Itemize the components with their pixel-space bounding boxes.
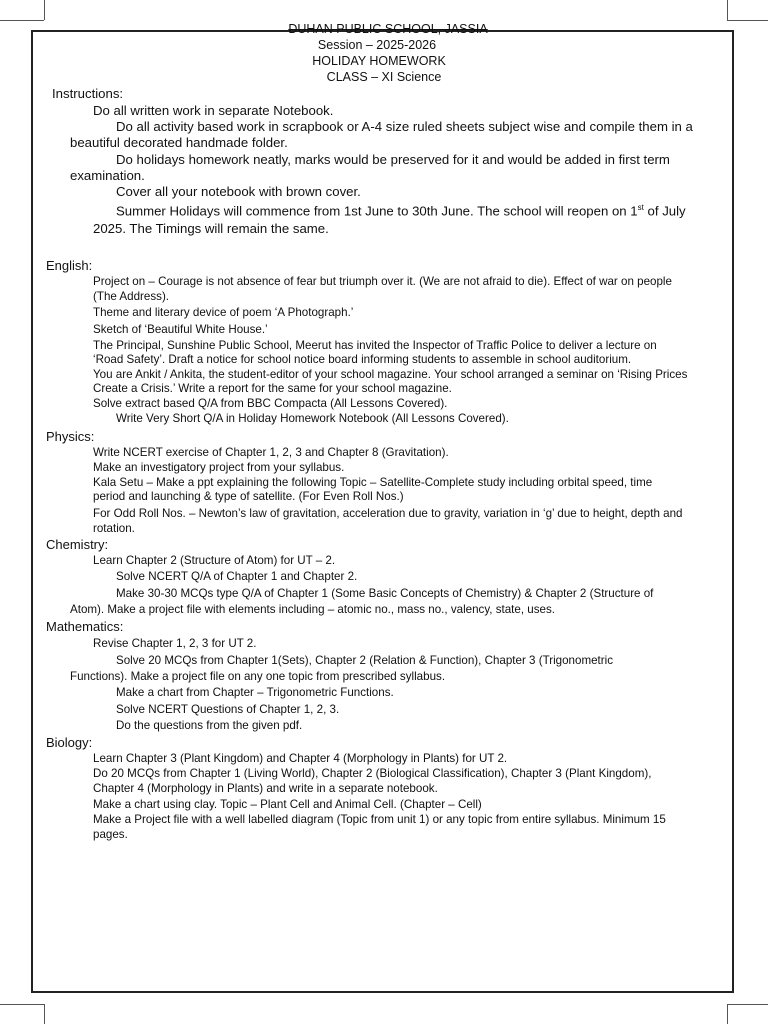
ordinal-suffix: st xyxy=(637,203,644,212)
biology-line: Do 20 MCQs from Chapter 1 (Living World), Chapter 2 (Biological Classification), Chapter 3 (Plant Kingdom), xyxy=(93,767,652,780)
instruction-line: Do holidays homework neatly, marks would be preserved for it and would be added in first term xyxy=(116,152,670,167)
instruction-line: examination. xyxy=(70,168,145,183)
session-line: Session – 2025-2026 xyxy=(317,38,437,52)
instruction-line: Do all activity based work in scrapbook or A-4 size ruled sheets subject wise and compile them in a xyxy=(116,119,693,134)
holiday-dates-text-end: of July xyxy=(643,203,686,219)
english-line: Create a Crisis.’ Write a report for the same for your school magazine. xyxy=(93,382,452,395)
english-line: Sketch of ‘Beautiful White House.’ xyxy=(93,323,268,336)
english-line: Write Very Short Q/A in Holiday Homework Notebook (All Lessons Covered). xyxy=(116,412,509,425)
mathematics-line: Revise Chapter 1, 2, 3 for UT 2. xyxy=(93,637,257,650)
english-line: The Principal, Sunshine Public School, Meerut has invited the Inspector of Traffic Police to deliver a lecture on xyxy=(93,339,657,352)
english-line: You are Ankit / Ankita, the student-editor of your school magazine. Your school arranged a seminar on ‘Rising Prices xyxy=(93,368,688,381)
mathematics-line: Make a chart from Chapter – Trigonometric Functions. xyxy=(116,686,394,699)
english-line: ‘Road Safety’. Draft a notice for school notice board informing students to assemble in school auditorium. xyxy=(93,353,632,366)
instruction-line: beautiful decorated handmade folder. xyxy=(70,135,288,150)
crop-mark-bottom-right-h xyxy=(727,1004,768,1005)
biology-line: Make a chart using clay. Topic – Plant Cell and Animal Cell. (Chapter – Cell) xyxy=(93,798,482,811)
physics-line: Write NCERT exercise of Chapter 1, 2, 3 and Chapter 8 (Gravitation). xyxy=(93,446,449,459)
instruction-line xyxy=(116,203,686,218)
physics-heading: Physics: xyxy=(46,429,95,444)
physics-line: Make an investigatory project from your syllabus. xyxy=(93,461,345,474)
english-line: Theme and literary device of poem ‘A Photograph.’ xyxy=(93,306,354,319)
crop-mark-bottom-right-v xyxy=(727,1004,728,1024)
biology-heading: Biology: xyxy=(46,735,93,750)
mathematics-heading: Mathematics: xyxy=(46,619,124,634)
english-line: Solve extract based Q/A from BBC Compacta (All Lessons Covered). xyxy=(93,397,448,410)
mathematics-line: Do the questions from the given pdf. xyxy=(116,719,303,732)
physics-line: Kala Setu – Make a ppt explaining the following Topic – Satellite-Complete study including orbital speed, time xyxy=(93,476,653,489)
biology-line: Make a Project file with a well labelled diagram (Topic from unit 1) or any topic from entire syllabus. Minimum 15 xyxy=(93,813,666,826)
instruction-line: 2025. The Timings will remain the same. xyxy=(93,221,329,236)
biology-line: Chapter 4 (Morphology in Plants) and write in a separate notebook. xyxy=(93,782,438,795)
crop-mark-top-left-v xyxy=(44,0,45,20)
crop-mark-top-right-v xyxy=(727,0,728,20)
school-name: DUHAN PUBLIC SCHOOL, JASSIA xyxy=(288,22,488,36)
biology-line: pages. xyxy=(93,828,128,841)
english-line: (The Address). xyxy=(93,290,170,303)
crop-mark-bottom-left-v xyxy=(44,1004,45,1024)
holiday-dates-text: Summer Holidays will commence from 1st June to 30th June. The school will reopen on 1 xyxy=(116,203,638,219)
chemistry-line: Make 30-30 MCQs type Q/A of Chapter 1 (Some Basic Concepts of Chemistry) & Chapter 2 (Structure of xyxy=(116,587,654,600)
physics-line: For Odd Roll Nos. – Newton’s law of gravitation, acceleration due to gravity, variation in ‘g’ due to height, depth and xyxy=(93,507,683,520)
instructions-heading: Instructions: xyxy=(52,86,124,101)
document-title: HOLIDAY HOMEWORK xyxy=(312,54,446,68)
class-line: CLASS – XI Science xyxy=(326,70,442,84)
mathematics-line: Functions). Make a project file on any one topic from prescribed syllabus. xyxy=(70,670,446,683)
chemistry-line: Solve NCERT Q/A of Chapter 1 and Chapter 2. xyxy=(116,570,358,583)
instruction-line: Do all written work in separate Notebook. xyxy=(93,103,334,118)
instruction-line: Cover all your notebook with brown cover. xyxy=(116,184,361,199)
mathematics-line: Solve NCERT Questions of Chapter 1, 2, 3. xyxy=(116,703,340,716)
chemistry-line: Learn Chapter 2 (Structure of Atom) for UT – 2. xyxy=(93,554,336,567)
biology-line: Learn Chapter 3 (Plant Kingdom) and Chapter 4 (Morphology in Plants) for UT 2. xyxy=(93,752,508,765)
chemistry-heading: Chemistry: xyxy=(46,537,109,552)
english-heading: English: xyxy=(46,258,93,273)
mathematics-line: Solve 20 MCQs from Chapter 1(Sets), Chapter 2 (Relation & Function), Chapter 3 (Trigonometric xyxy=(116,654,614,667)
chemistry-line: Atom). Make a project file with elements including – atomic no., mass no., valency, state, uses. xyxy=(70,603,556,616)
crop-mark-bottom-left-h xyxy=(0,1004,44,1005)
physics-line: period and launching & type of satellite. (For Even Roll Nos.) xyxy=(93,490,404,503)
english-line: Project on – Courage is not absence of fear but triumph over it. (We are not afraid to die). Effect of war on people xyxy=(93,275,672,288)
physics-line: rotation. xyxy=(93,522,135,535)
